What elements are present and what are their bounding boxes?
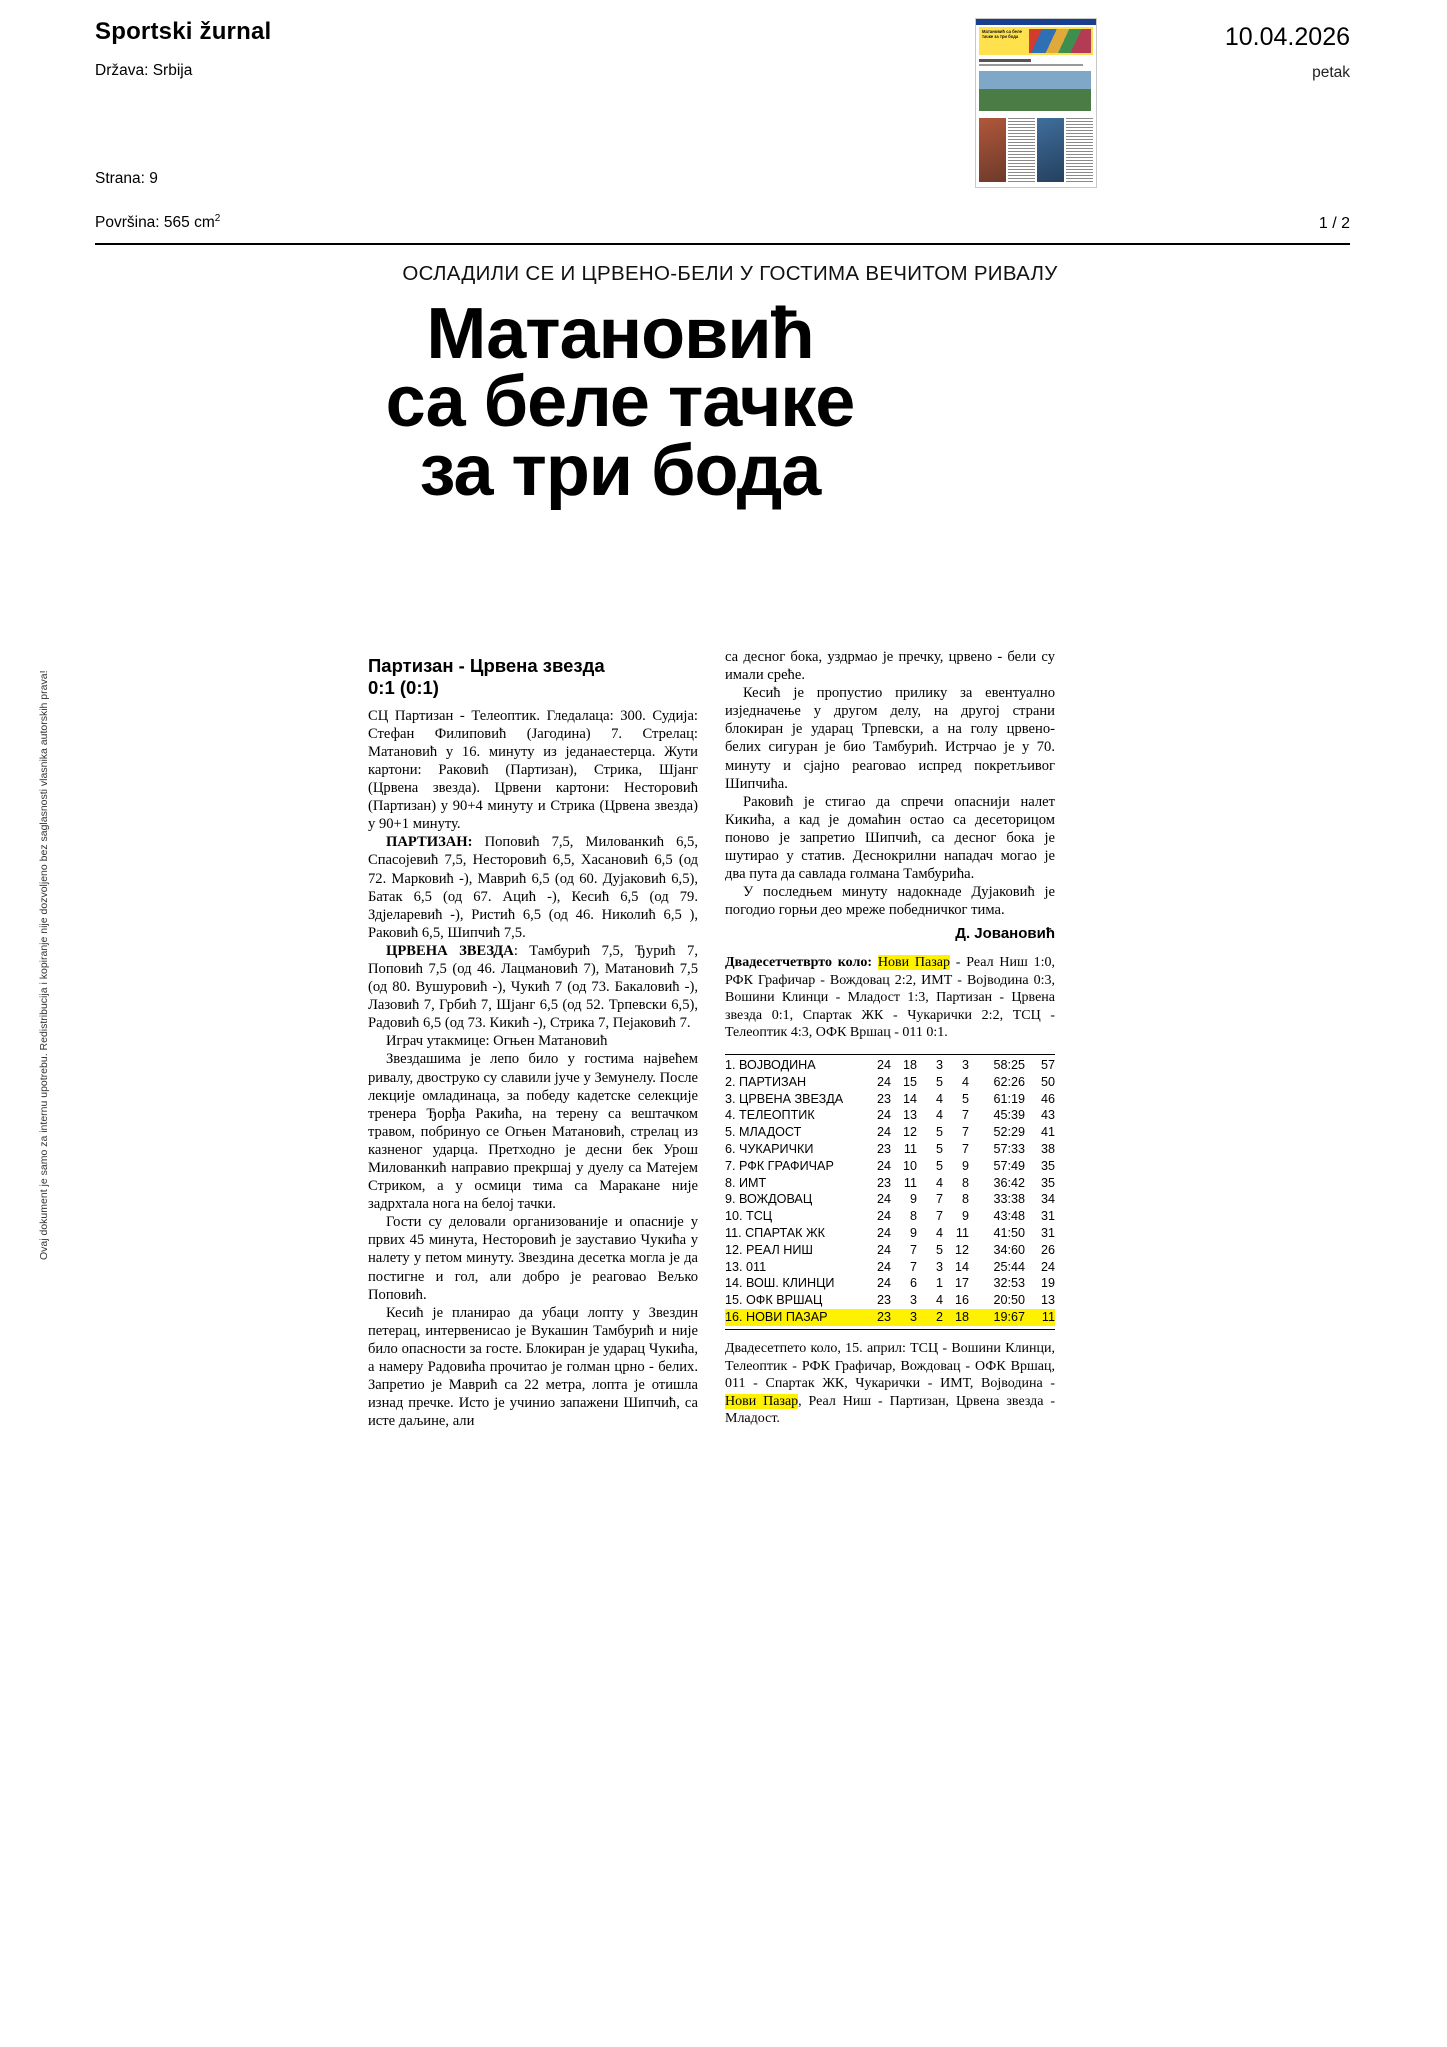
standings-draws: 5 bbox=[935, 1125, 943, 1140]
standings-losses: 5 bbox=[961, 1091, 969, 1106]
standings-losses: 16 bbox=[954, 1293, 969, 1308]
thumbnail-column-2 bbox=[1008, 118, 1035, 182]
match-teams: Партизан - Црвена звезда bbox=[368, 655, 605, 676]
article-paragraph: Играч утакмице: Огњен Матановић bbox=[386, 1033, 608, 1050]
standings-played: 24 bbox=[876, 1125, 891, 1140]
standings-losses: 8 bbox=[961, 1192, 969, 1207]
standings-draws: 4 bbox=[935, 1175, 943, 1190]
standings-losses: 14 bbox=[954, 1259, 969, 1274]
standings-team: 12. РЕАЛ НИШ bbox=[725, 1242, 813, 1257]
standings-draws: 4 bbox=[935, 1293, 943, 1308]
standings-played: 24 bbox=[876, 1259, 891, 1274]
standings-team: 6. ЧУКАРИЧКИ bbox=[725, 1142, 814, 1157]
results-highlight-team: Нови Пазар bbox=[877, 955, 950, 970]
standings-row bbox=[725, 1141, 1055, 1158]
standings-team: 4. ТЕЛЕОПТИК bbox=[725, 1108, 815, 1123]
standings-wins: 11 bbox=[903, 1175, 917, 1190]
standings-table bbox=[725, 1054, 1055, 1331]
standings-draws: 1 bbox=[935, 1276, 943, 1291]
standings-losses: 7 bbox=[961, 1108, 969, 1123]
standings-points: 19 bbox=[1040, 1276, 1055, 1291]
thumbnail-headline-text: Матановић са беле тачке за три бода bbox=[982, 29, 1022, 40]
standings-team: 10. ТСЦ bbox=[725, 1209, 773, 1224]
standings-points: 31 bbox=[1040, 1226, 1055, 1241]
thumbnail-column-3 bbox=[1037, 118, 1064, 182]
standings-losses: 17 bbox=[954, 1276, 969, 1291]
standings-wins: 13 bbox=[902, 1108, 917, 1123]
standings-wins: 7 bbox=[909, 1259, 917, 1274]
article-column-right bbox=[725, 648, 1055, 1428]
standings-wins: 3 bbox=[909, 1293, 917, 1308]
standings-team: 3. ЦРВЕНА ЗВЕЗДА bbox=[725, 1091, 844, 1106]
article-paragraph: У последњем минуту надокнаде Дујаковић је погодио горњи део мреже победничког тима. bbox=[725, 884, 1055, 919]
standings-points: 43 bbox=[1040, 1108, 1055, 1123]
standings-team: 15. ОФК ВРШАЦ bbox=[725, 1293, 823, 1308]
standings-wins: 7 bbox=[909, 1242, 917, 1257]
standings-wins: 8 bbox=[909, 1209, 917, 1224]
standings-losses: 18 bbox=[943, 1309, 969, 1326]
standings-row bbox=[725, 1225, 1055, 1242]
standings-played: 23 bbox=[876, 1175, 891, 1190]
standings-team: 14. ВОШ. КЛИНЦИ bbox=[725, 1276, 835, 1291]
standings-points: 26 bbox=[1040, 1242, 1055, 1257]
standings-losses: 7 bbox=[961, 1125, 969, 1140]
standings-draws: 2 bbox=[917, 1309, 943, 1326]
standings-goals: 41:50 bbox=[993, 1226, 1025, 1241]
standings-wins: 9 bbox=[909, 1226, 917, 1241]
standings-points: 41 bbox=[1040, 1125, 1055, 1140]
standings-wins: 6 bbox=[909, 1276, 917, 1291]
standings-team: 5. МЛАДОСТ bbox=[725, 1125, 802, 1140]
next-round-highlight-team: Нови Пазар bbox=[725, 1393, 799, 1409]
standings-row bbox=[725, 1074, 1055, 1091]
standings-points: 46 bbox=[1040, 1091, 1055, 1106]
standings-row bbox=[725, 1276, 1055, 1293]
standings-goals: 57:49 bbox=[993, 1158, 1025, 1173]
standings-goals: 57:33 bbox=[993, 1142, 1025, 1157]
standings-played: 24 bbox=[876, 1192, 891, 1207]
standings-points: 24 bbox=[1040, 1259, 1055, 1274]
standings-goals: 62:26 bbox=[993, 1074, 1025, 1089]
headline-line-3: за три бода bbox=[419, 430, 821, 511]
thumbnail-line-1 bbox=[979, 59, 1031, 62]
next-round-fixtures bbox=[725, 1340, 1055, 1428]
thumbnail-photo bbox=[1029, 29, 1091, 53]
thumbnail-masthead-bar bbox=[976, 19, 1096, 25]
area-exponent: 2 bbox=[214, 213, 221, 224]
standings-team: 2. ПАРТИЗАН bbox=[725, 1074, 807, 1089]
results-text: - Реал Ниш 1:0, РФК Графичар - Вождовац 2:2, ИМТ - Војводина 0:3, Вошини Клинци - Младост 1:3, Партизан - Црвена звезда 0:1, Спартак ЖК - Чукарички 2:2, ТСЦ - Телеоптик 4:3, ОФК Вршац - 011 0:1. bbox=[725, 955, 1055, 1040]
standings-goals: 20:50 bbox=[993, 1293, 1025, 1308]
standings-goals: 52:29 bbox=[993, 1125, 1025, 1140]
page-count-label: 1 / 2 bbox=[1318, 215, 1350, 232]
standings-played: 23 bbox=[876, 1091, 891, 1106]
thumbnail-lead-story bbox=[979, 57, 1093, 115]
standings-points: 13 bbox=[1040, 1293, 1055, 1308]
article-kicker: ОСЛАДИЛИ СЕ И ЦРВЕНО-БЕЛИ У ГОСТИМА ВЕЧИТОМ РИВАЛУ bbox=[402, 262, 1058, 285]
next-round-text-post: , Реал Ниш - Партизан, Црвена звезда - Младост. bbox=[725, 1393, 1055, 1427]
standings-losses: 12 bbox=[954, 1242, 969, 1257]
article-headline bbox=[300, 294, 940, 511]
standings-played: 23 bbox=[876, 1142, 891, 1157]
standings-points: 35 bbox=[1040, 1158, 1055, 1173]
standings-draws: 5 bbox=[935, 1158, 943, 1173]
standings-draws: 7 bbox=[935, 1209, 943, 1224]
results-space bbox=[872, 955, 878, 970]
standings-played: 24 bbox=[876, 1158, 891, 1173]
standings-played: 24 bbox=[876, 1242, 891, 1257]
round-results bbox=[725, 954, 1055, 1042]
standings-losses: 9 bbox=[961, 1209, 969, 1224]
standings-wins: 14 bbox=[902, 1091, 917, 1106]
standings-wins: 18 bbox=[902, 1058, 917, 1073]
country-label: Država: Srbija bbox=[95, 62, 193, 79]
headline-line-2: са беле тачке bbox=[385, 362, 855, 443]
standings-team: 9. ВОЖДОВАЦ bbox=[725, 1192, 813, 1207]
thumbnail-columns bbox=[979, 118, 1093, 182]
standings-wins: 15 bbox=[902, 1074, 917, 1089]
standings-row bbox=[725, 1192, 1055, 1209]
page-thumbnail[interactable] bbox=[975, 18, 1097, 188]
standings-draws: 7 bbox=[935, 1192, 943, 1207]
article-author: Д. Јовановић bbox=[955, 925, 1055, 943]
area-text: Površina: 565 cm bbox=[95, 214, 215, 232]
standings-row bbox=[725, 1309, 1055, 1326]
standings-draws: 4 bbox=[935, 1226, 943, 1241]
standings-goals: 32:53 bbox=[993, 1276, 1025, 1291]
standings-points: 57 bbox=[1040, 1058, 1055, 1073]
standings-team: 1. ВОЈВОДИНА bbox=[725, 1058, 816, 1073]
standings-row bbox=[725, 1108, 1055, 1125]
standings-goals: 19:67 bbox=[969, 1309, 1025, 1326]
document-header bbox=[95, 18, 1350, 243]
next-round-text: Двадесетпето коло, 15. април: ТСЦ - Вошини Клинци, Телеоптик - РФК Графичар, Вождовац - ОФК Вршац, 011 - Спартак ЖК, Чукарички - ИМТ, Војводина - bbox=[725, 1341, 1055, 1392]
standings-losses: 3 bbox=[961, 1058, 969, 1073]
standings-played: 24 bbox=[876, 1058, 891, 1073]
article-paragraph: СЦ Партизан - Телеоптик. Гледалаца: 300. Судија: Стефан Филиповић (Јагодина) 7. Стрелац: Матановић у 16. минуту из једанаестерца. Жути картони: Раковић (Партизан), Стрика, Шјанг (Црвена звезда). Црвени картони: Несторовић (Партизан) у 90+4 минуту и Стрика (Црвена звезда) у 90+1 минуту. bbox=[368, 707, 698, 833]
standings-draws: 3 bbox=[935, 1259, 943, 1274]
standings-team: 13. 011 bbox=[725, 1259, 767, 1274]
standings-points: 50 bbox=[1040, 1074, 1055, 1089]
standings-draws: 4 bbox=[935, 1108, 943, 1123]
standings-goals: 58:25 bbox=[993, 1058, 1025, 1073]
standings-played: 24 bbox=[876, 1226, 891, 1241]
article-column-left bbox=[368, 655, 698, 1430]
thumbnail-lead-photo bbox=[979, 71, 1091, 111]
article-paragraph: Звездашима је лепо било у гостима највећем ривалу, двоструко су славили јуче у Земунелу. После лекције омладинаца, за победу кадетске селекције тренера Ђорђа Ракића, на терену са вештачком травом, побринуо се Огњен Матановић, стрелац из казненог ударца. Претходно је десни бек Урош Милованкић направио прекршај у дуелу са Матејем Стриком, а у осмици тима са Маракане није задрхтала нога на белој тачки. bbox=[368, 1051, 698, 1213]
standings-wins: 9 bbox=[909, 1192, 917, 1207]
article-paragraph: Кесић је пропустио прилику за евентуално изједначење у другом делу, на другој страни блокиран је ударац Трпевски, а на голу црвено-белих сигуран је био Тамбурић. Истрчао је у 70. минуту и сјајно реаговао испред покретљивог Шипчића. bbox=[725, 685, 1055, 792]
standings-points: 34 bbox=[1040, 1192, 1055, 1207]
article-paragraph: Кесић је планирао да убаци лопту у Звездин петерац, интервенисао је Вукашин Тамбурић и није било опасности за госте. Блокиран је ударац Чукића, а намеру Радовића прочитао је голман црно - белих. Запретио је Маврић са 22 метра, лопта је отишла изнад пречке. Исто је учинио запажени Шипчић, са исте даљине, али bbox=[368, 1304, 698, 1430]
standings-losses: 7 bbox=[961, 1142, 969, 1157]
standings-points: 11 bbox=[1025, 1309, 1055, 1326]
standings-goals: 45:39 bbox=[993, 1108, 1025, 1123]
standings-row bbox=[725, 1209, 1055, 1226]
article-paragraph: ЦРВЕНА ЗВЕЗДА: Тамбурић 7,5, Ђурић 7, Поповић 7,5 (од 46. Лацмановић 7), Матановић 7,5 (од 80. Вушуровић -), Чукић 7 (од 73. Бакаловић -), Лазовић 7, Грбић 7, Шјанг 6,5 (од 52. Трпевски 6,5), Радовић 6,5 (од 73. Кикић -), Стрика 7, Пејаковић 7. bbox=[368, 942, 698, 1032]
standings-losses: 4 bbox=[961, 1074, 969, 1089]
standings-draws: 3 bbox=[935, 1058, 943, 1073]
standings-losses: 11 bbox=[955, 1226, 969, 1241]
standings-wins: 3 bbox=[891, 1309, 917, 1326]
standings-draws: 5 bbox=[935, 1142, 943, 1157]
standings-wins: 11 bbox=[903, 1142, 917, 1157]
thumbnail-column-4 bbox=[1066, 118, 1093, 182]
area-label bbox=[95, 213, 220, 232]
standings-row bbox=[725, 1125, 1055, 1142]
article-paragraph: Гости су деловали организованије и опасније у првих 45 минута, Несторовић је зауставио Чукића у налету у петом минуту. Звездина десетка могла је да постигне и гол, али добро је реаговао Вељко Поповић. bbox=[368, 1214, 698, 1303]
match-score: 0:1 (0:1) bbox=[368, 676, 439, 698]
standings-goals: 43:48 bbox=[993, 1209, 1025, 1224]
standings-played: 23 bbox=[865, 1309, 891, 1326]
article-paragraph: са десног бока, уздрмао је пречку, црвено - бели су имали среће. bbox=[725, 649, 1055, 684]
copyright-notice: Ovaj dokument je samo za internu upotrebu. Redistribucija i kopiranje nije dozvoljeno bez saglasnosti vlasnika autorskih prava! bbox=[38, 670, 50, 1260]
headline-line-1: Матановић bbox=[426, 294, 814, 374]
publication-date: 10.04.2026 bbox=[1224, 23, 1350, 51]
standings-played: 24 bbox=[876, 1209, 891, 1224]
standings-draws: 4 bbox=[935, 1091, 943, 1106]
standings-wins: 10 bbox=[902, 1158, 917, 1173]
standings-team: 8. ИМТ bbox=[725, 1175, 767, 1190]
standings-goals: 25:44 bbox=[993, 1259, 1025, 1274]
standings-row bbox=[725, 1091, 1055, 1108]
thumbnail-line-2 bbox=[979, 64, 1083, 66]
standings-losses: 9 bbox=[961, 1158, 969, 1173]
article-paragraph: ПАРТИЗАН: Поповић 7,5, Милованкић 6,5, Спасојевић 7,5, Несторовић 6,5, Хасановић 6,5 (од 72. Марковић -), Маврић 6,5 (од 60. Дујаковић 6,5), Батак 6,5 (од 67. Ацић -), Кесић 6,5 (од 79. Здјеларевић -), Ристић 6,5 (од 46. Николић 6,5 ), Раковић 6,5, Шипчић 7,5. bbox=[368, 834, 698, 941]
standings-row bbox=[725, 1259, 1055, 1276]
standings-points: 38 bbox=[1040, 1142, 1055, 1157]
standings-points: 31 bbox=[1040, 1209, 1055, 1224]
round-results-label: Двадесетчетврто коло: bbox=[725, 955, 873, 970]
thumbnail-headline-block bbox=[979, 27, 1093, 55]
standings-row bbox=[725, 1158, 1055, 1175]
standings-team: 11. СПАРТАК ЖК bbox=[725, 1226, 825, 1241]
publication-title: Sportski žurnal bbox=[95, 18, 272, 45]
standings-goals: 61:19 bbox=[993, 1091, 1025, 1106]
standings-team: 16. НОВИ ПАЗАР bbox=[725, 1309, 865, 1326]
standings-table-element bbox=[725, 1058, 1055, 1327]
thumbnail-column-1 bbox=[979, 118, 1006, 182]
standings-team: 7. РФК ГРАФИЧАР bbox=[725, 1158, 834, 1173]
standings-losses: 8 bbox=[961, 1175, 969, 1190]
standings-played: 24 bbox=[876, 1276, 891, 1291]
standings-played: 23 bbox=[876, 1293, 891, 1308]
standings-points: 35 bbox=[1040, 1175, 1055, 1190]
standings-row bbox=[725, 1242, 1055, 1259]
standings-played: 24 bbox=[876, 1074, 891, 1089]
standings-played: 24 bbox=[876, 1108, 891, 1123]
page-number-label: Strana: 9 bbox=[95, 170, 158, 187]
standings-draws: 5 bbox=[935, 1242, 943, 1257]
weekday-label: petak bbox=[1312, 64, 1350, 81]
standings-draws: 5 bbox=[935, 1074, 943, 1089]
match-header bbox=[368, 655, 698, 699]
header-divider bbox=[95, 243, 1350, 245]
standings-goals: 34:60 bbox=[993, 1242, 1025, 1257]
standings-row bbox=[725, 1175, 1055, 1192]
standings-wins: 12 bbox=[902, 1125, 917, 1140]
standings-goals: 33:38 bbox=[993, 1192, 1025, 1207]
standings-row bbox=[725, 1293, 1055, 1310]
standings-goals: 36:42 bbox=[993, 1175, 1025, 1190]
standings-row bbox=[725, 1058, 1055, 1075]
article-paragraph: Раковић је стигао да спречи опаснији налет Кикића, а кад је домаћин остао са десеторицом поново је запретио Шипчић, са десног бока је шутирао у статив. Деснокрилни нападач могао је два пута да савлада голмана Тамбурића. bbox=[725, 793, 1055, 883]
